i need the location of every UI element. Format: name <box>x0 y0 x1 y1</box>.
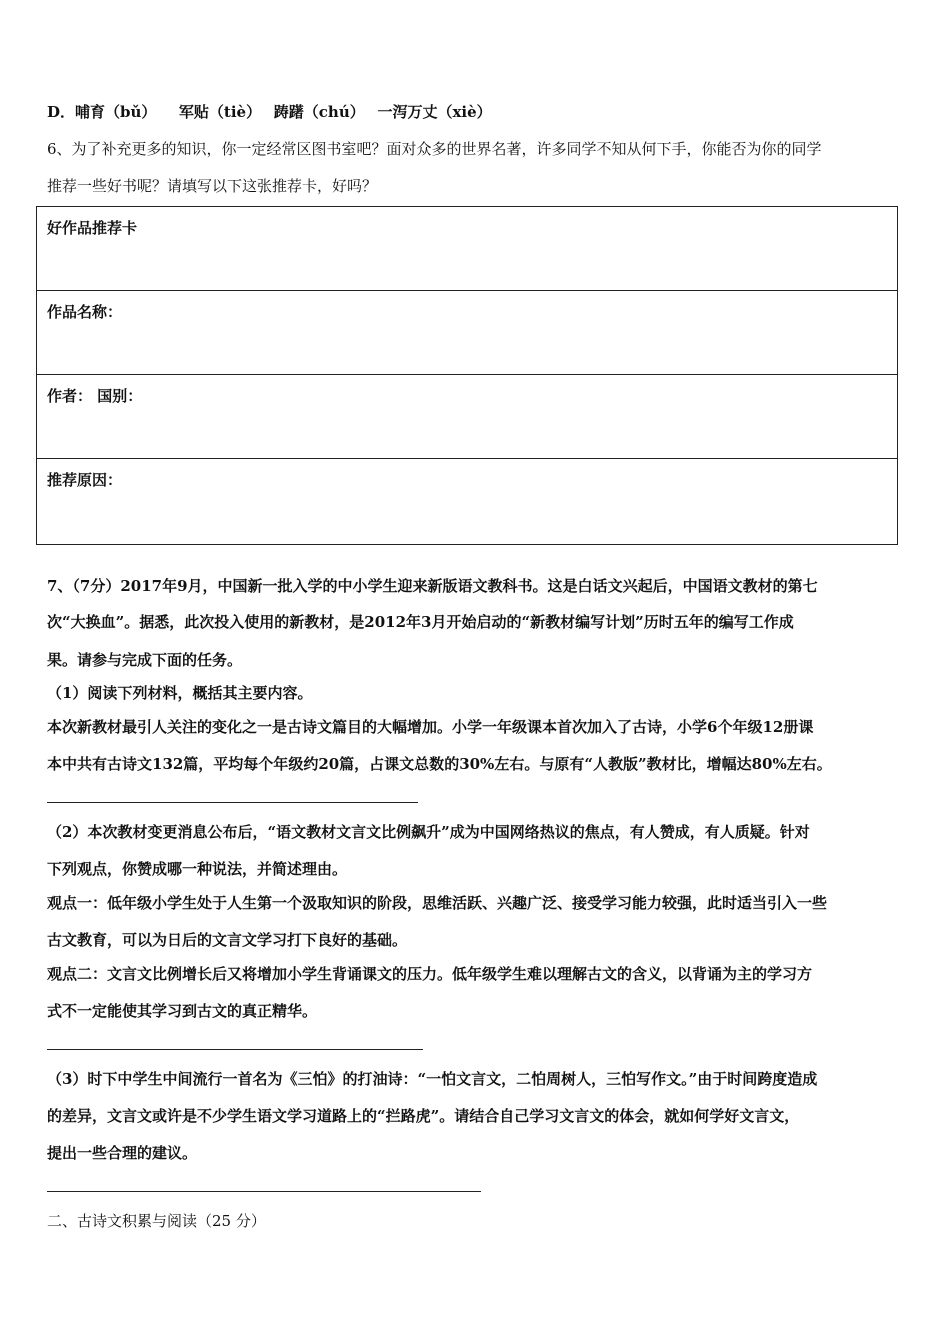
card-title-row: 好作品推荐卡 <box>37 207 897 291</box>
recommendation-card <box>36 206 898 545</box>
q7-sub2-title2: 下列观点，你赞成哪一种说法，并简述理由。 <box>47 860 348 878</box>
card-author-row[interactable]: 作者： 国别： <box>37 375 897 459</box>
q7-intro3: 果。请参与完成下面的任务。 <box>47 651 243 669</box>
q7-intro1: 7、（7分）2017年9月，中国新一批入学的中小学生迎来新版语文教科书。这是白话文兴起后，中国语文教材的第七 <box>47 577 818 595</box>
q7-sub3-b: 的差异，文言文或许是不少学生语文学习道路上的“拦路虎”。请结合自己学习文言文的体会，就如何学好文言文， <box>47 1107 800 1125</box>
q7-sub1-para1: 本次新教材最引人关注的变化之一是古诗文篇目的大幅增加。小学一年级课本首次加入了古诗，小学6个年级12册课 <box>47 718 814 736</box>
q7-intro2: 次“大换血”。据悉，此次投入使用的新教材，是2012年3月开始启动的“新教材编写计划”历时五年的编写工作成 <box>47 613 794 631</box>
answer-line-1[interactable] <box>47 802 418 803</box>
q7-view1-a: 观点一：低年级小学生处于人生第一个汲取知识的阶段，思维活跃、兴趣广泛、接受学习能力较强，此时适当引入一些 <box>47 894 828 912</box>
q7-sub3-c: 提出一些合理的建议。 <box>47 1144 198 1162</box>
q6-line1: 6、为了补充更多的知识，你一定经常区图书室吧？面对众多的世界名著，许多同学不知从何下手，你能否为你的同学 <box>47 140 822 158</box>
option-d: D．哺育（bǔ） 军贴（tiè） 踌躇（chú） 一泻万丈（xiè） <box>47 103 492 121</box>
card-reason-row[interactable]: 推荐原因： <box>47 471 123 489</box>
q6-line2: 推荐一些好书呢？请填写以下这张推荐卡，好吗？ <box>47 177 378 195</box>
q7-sub1-para2: 本中共有古诗文132篇，平均每个年级约20篇，占课文总数的30%左右。与原有“人教版”教材比，增幅达80%左右。 <box>47 755 832 773</box>
card-work-name-row[interactable]: 作品名称： <box>37 291 897 375</box>
q7-sub2-title1: （2）本次教材变更消息公布后，“语文教材文言文比例飙升”成为中国网络热议的焦点，有人赞成，有人质疑。针对 <box>47 823 810 841</box>
q7-sub3-a: （3）时下中学生中间流行一首名为《三怕》的打油诗：“一怕文言文，二怕周树人，三怕写作文。”由于时间跨度造成 <box>47 1070 818 1088</box>
section-2-heading: 二、古诗文积累与阅读（25 分） <box>47 1212 266 1230</box>
answer-line-3[interactable] <box>47 1191 481 1192</box>
q7-sub1-title: （1）阅读下列材料，概括其主要内容。 <box>47 684 313 702</box>
q7-view1-b: 古文教育，可以为日后的文言文学习打下良好的基础。 <box>47 931 408 949</box>
q7-view2-a: 观点二：文言文比例增长后又将增加小学生背诵课文的压力。低年级学生难以理解古文的含义，以背诵为主的学习方 <box>47 965 813 983</box>
q7-view2-b: 式不一定能使其学习到古文的真正精华。 <box>47 1002 318 1020</box>
answer-line-2[interactable] <box>47 1049 423 1050</box>
